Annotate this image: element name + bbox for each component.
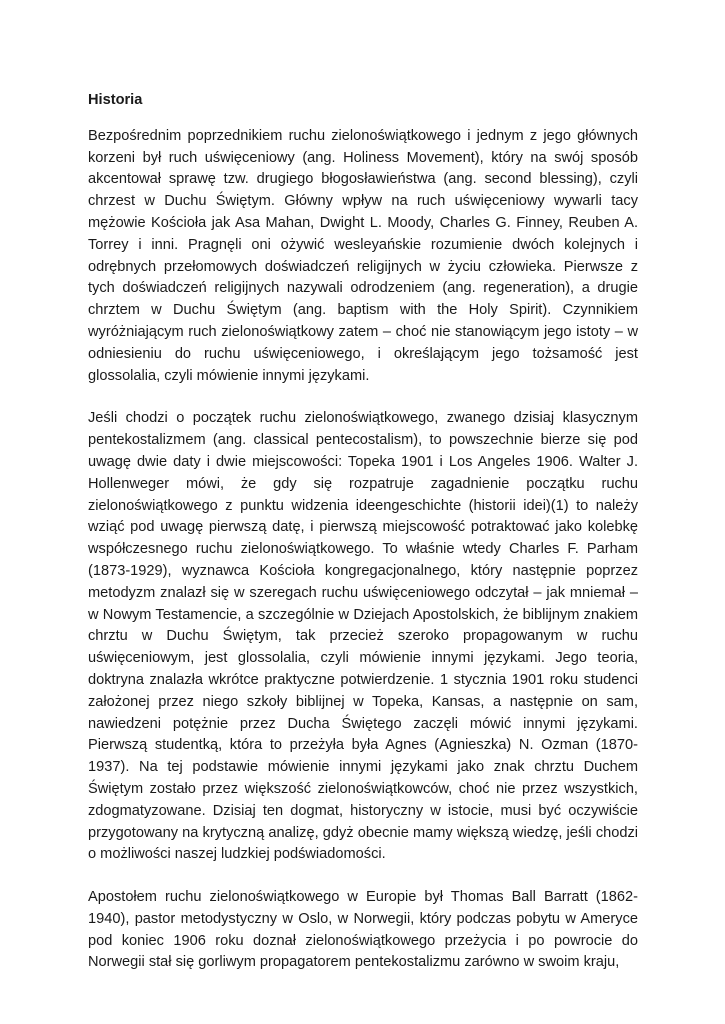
document-page [88,90,638,995]
paragraph-barratt-europe: Apostołem ruchu zielonoświątkowego w Europie był Thomas Ball Barratt (1862-1940), pastor metodystyczny w Oslo, w Norwegii, który podczas pobytu w Ameryce pod koniec 1906 roku doznał zielonoświątkowego przeżycia i po powrocie do Norwegii stał się gorliwym propagatorem pentekostalizmu zarówno w swoim kraju, [88,889,638,971]
paragraph-origins-topeka: Jeśli chodzi o początek ruchu zielonoświątkowego, zwanego dzisiaj klasycznym pentekostalizmem (ang. classical pentecostalism), to powszechnie bierze się pod uwagę dwie daty i dwie miejscowości: Topeka 1901 i Los Angeles 1906. Walter J. Hollenweger mówi, że gdy się rozpatruje zagadnienie początku ruchu zielonoświątkowego z punktu widzenia ideengeschichte (historii idei)(1) to należy wziąć pod uwagę pierwszą datę, i pierwszą miejscowość potraktować jako kolebkę współczesnego ruchu zielonoświątkowego. To właśnie wtedy Charles F. Parham (1873-1929), wyznawca Kościoła kongregacjonalnego, który następnie poprzez metodyzm znalazł się w szeregach ruchu uświęceniowego odczytał – jak mniemał – w Nowym Testamencie, a szczególnie w Dziejach Apostolskich, że biblijnym znakiem chrztu w Duchu Świętym, tak przecież szeroko propagowanym w ruchu uświęceniowym, jest glossolalia, czyli mówienie innymi językami. Jego teoria, doktryna znalazła wkrótce praktyczne potwierdzenie. 1 stycznia 1901 roku studenci założonej przez niego szkoły biblijnej w Topeka, Kansas, a następnie on sam, nawiedzeni potężnie przez Ducha Świętego zaczęli mówić innymi językami. Pierwszą studentką, która to przeżyła była Agnes (Agnieszka) N. Ozman (1870-1937). Na tej podstawie mówienie innymi językami jako znak chrztu Duchem Świętym zostało przez większość zielonoświątkowców, choć nie przez wszystkich, zdogmatyzowane. Dzisiaj ten dogmat, historyczny w istocie, musi być oczywiście przygotowany na krytyczną analizę, gdyż obecnie mamy większą wiedzę, jeśli chodzi o możliwości naszej ludzkiej podświadomości. [88,410,638,863]
section-heading: Historia [88,92,143,108]
paragraph-holiness-movement: Bezpośrednim poprzednikiem ruchu zielonoświątkowego i jednym z jego głównych korzeni był ruch uświęceniowy (ang. Holiness Movement), który na swój sposób akcentował sprawę tzw. drugiego błogosławieństwa (ang. second blessing), czyli chrzest w Duchu Świętym. Główny wpływ na ruch uświęceniowy wywarli tacy mężowie Kościoła jak Asa Mahan, Dwight L. Moody, Charles G. Finney, Reuben A. Torrey i inni. Pragnęli oni ożywić wesleyańskie rozumienie dwóch kolejnych i odrębnych przełomowych doświadczeń religijnych w życiu człowieka. Pierwsze z tych doświadczeń religijnych nazywali odrodzeniem (ang. regeneration), a drugie chrztem w Duchu Świętym (ang. baptism with the Holy Spirit). Czynnikiem wyróżniającym ruch zielonoświątkowy zatem – choć nie stanowiącym jego istoty – w odniesieniu do ruchu uświęceniowego, i określającym jego tożsamość jest glossolalia, czyli mówienie innymi językami. [88,127,638,384]
